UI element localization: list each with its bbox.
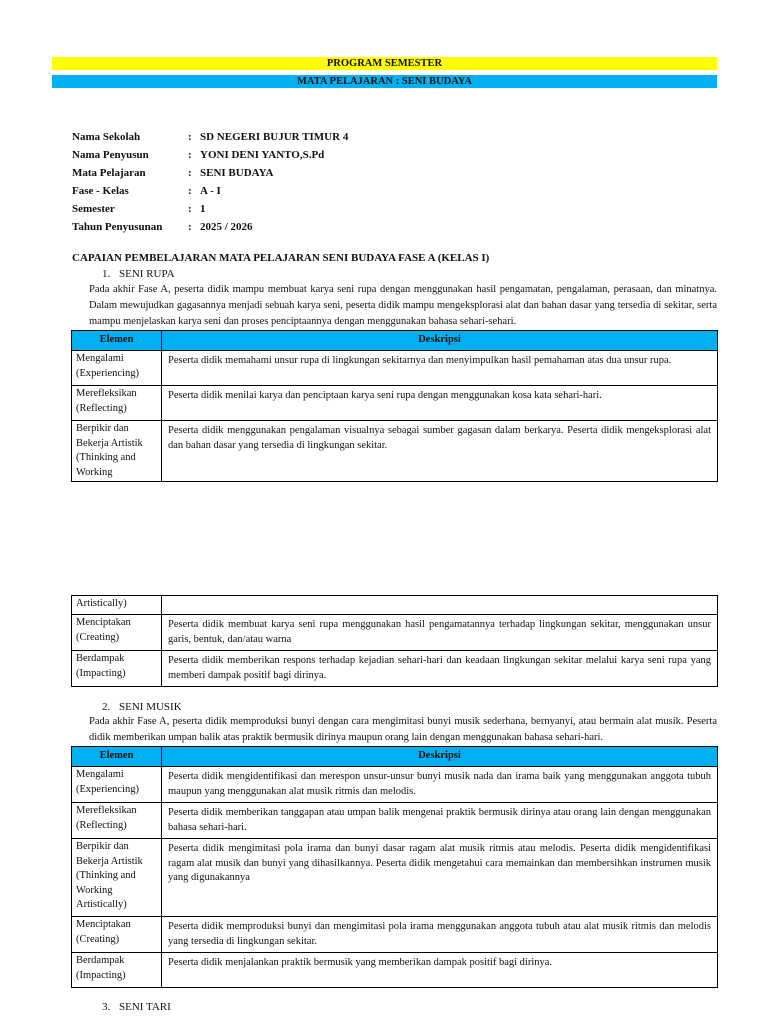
table-row xyxy=(72,386,718,421)
cell-elemen: Berdampak (Impacting) xyxy=(72,651,162,687)
info-row-school xyxy=(72,128,348,146)
cell-deskripsi: Peserta didik menilai karya dan penciptaan karya seni rupa dengan menggunakan kosa kata sehari-hari. xyxy=(162,386,718,421)
info-row-author xyxy=(72,146,348,164)
cell-deskripsi: Peserta didik memberikan tanggapan atau umpan balik mengenai praktik bermusik dirinya atau orang lain dengan menggunakan bahasa sehari-hari. xyxy=(162,803,718,839)
school-info xyxy=(72,128,348,236)
info-colon: : xyxy=(188,149,192,161)
cell-elemen: Berpikir dan Bekerja Artistik (Thinking and Working Artistically) xyxy=(72,839,162,917)
cell-elemen: Berdampak (Impacting) xyxy=(72,953,162,988)
info-value: A - I xyxy=(200,185,221,197)
document-title: PROGRAM SEMESTER xyxy=(52,57,717,70)
table-seni-rupa-part1 xyxy=(71,330,718,482)
info-value: 1 xyxy=(200,203,206,215)
info-row-subject xyxy=(72,164,348,182)
section-title-seni-musik xyxy=(102,701,182,713)
cell-deskripsi: Peserta didik menjalankan praktik bermusik yang memberikan dampak positif bagi dirinya. xyxy=(162,953,718,988)
info-label: Fase - Kelas xyxy=(72,185,129,197)
table-row xyxy=(72,803,718,839)
info-value: YONI DENI YANTO,S.Pd xyxy=(200,149,325,161)
cell-elemen: Merefleksikan (Reflecting) xyxy=(72,386,162,421)
info-label: Semester xyxy=(72,203,115,215)
header-elemen: Elemen xyxy=(72,747,162,767)
info-row-semester xyxy=(72,200,348,218)
table-seni-rupa-part2 xyxy=(71,595,718,687)
header-elemen: Elemen xyxy=(72,331,162,351)
info-value: SD NEGERI BUJUR TIMUR 4 xyxy=(200,131,349,143)
info-colon: : xyxy=(188,167,192,179)
table-row xyxy=(72,596,718,615)
table-row xyxy=(72,767,718,803)
cell-deskripsi xyxy=(162,596,718,615)
section-name: SENI RUPA xyxy=(119,268,175,280)
info-row-year xyxy=(72,218,348,236)
cell-deskripsi: Peserta didik memahami unsur rupa di lingkungan sekitarnya dan menyimpulkan hasil pemahaman atas dua unsur rupa. xyxy=(162,351,718,386)
table-row xyxy=(72,351,718,386)
section-number: 1. xyxy=(102,268,111,280)
header-deskripsi: Deskripsi xyxy=(162,747,718,767)
section-number: 2. xyxy=(102,701,111,713)
cell-elemen: Merefleksikan (Reflecting) xyxy=(72,803,162,839)
cell-deskripsi: Peserta didik mengidentifikasi dan merespon unsur-unsur bunyi musik nada dan irama baik yang menggunakan anggota tubuh maupun yang menggunakan alat musik ritmis dan melodis. xyxy=(162,767,718,803)
document-subtitle: MATA PELAJARAN : SENI BUDAYA xyxy=(52,75,717,88)
section-paragraph-seni-musik: Pada akhir Fase A, peserta didik memproduksi bunyi dengan cara mengimitasi bunyi musik sederhana, bernyanyi, atau bermain alat musik. Peserta didik memberikan umpan balik atas praktik bermusik dirinya maupun orang lain dengan menggunakan bahasa sehari-hari. xyxy=(89,716,717,743)
table-seni-musik xyxy=(71,746,718,988)
section-number: 3. xyxy=(102,1001,111,1013)
info-colon: : xyxy=(188,203,192,215)
info-label: Nama Sekolah xyxy=(72,131,141,143)
cp-heading: CAPAIAN PEMBELAJARAN MATA PELAJARAN SENI BUDAYA FASE A (KELAS I) xyxy=(72,252,490,264)
cell-elemen: Artistically) xyxy=(72,596,162,615)
header-deskripsi: Deskripsi xyxy=(162,331,718,351)
section-title-seni-rupa xyxy=(102,268,175,280)
cell-deskripsi: Peserta didik memberikan respons terhadap kejadian sehari-hari dan keadaan lingkungan sekitar melalui karya seni rupa yang memberi dampak positif bagi dirinya. xyxy=(162,651,718,687)
section-title-seni-tari xyxy=(102,1001,171,1013)
cell-elemen: Mengalami (Experiencing) xyxy=(72,767,162,803)
info-value: 2025 / 2026 xyxy=(200,221,253,233)
table-row xyxy=(72,421,718,482)
table-row xyxy=(72,651,718,687)
cell-elemen: Menciptakan (Creating) xyxy=(72,615,162,651)
cell-deskripsi: Peserta didik menggunakan pengalaman visualnya sebagai sumber gagasan dalam berkarya. Peserta didik mengeksplorasi alat dan bahan dasar yang tersedia di lingkungan sekitar. xyxy=(162,421,718,482)
info-colon: : xyxy=(188,185,192,197)
info-colon: : xyxy=(188,131,192,143)
table-header-row xyxy=(72,747,718,767)
section-paragraph-seni-rupa: Pada akhir Fase A, peserta didik mampu membuat karya seni rupa dengan menggunakan hasil pengamatan, pengalaman, perasaan, dan minatnya. Dalam mewujudkan gagasannya menjadi sebuah karya seni, peserta didik mampu mengeksplorasi alat dan bahan dasar yang tersedia di sekitar, serta mampu menjelaskan karya seni dan proses penciptaannya dengan menggunakan bahasa sehari-sehari. xyxy=(89,284,717,327)
table-row xyxy=(72,615,718,651)
table-row xyxy=(72,953,718,988)
table-header-row xyxy=(72,331,718,351)
info-label: Mata Pelajaran xyxy=(72,167,146,179)
section-name: SENI MUSIK xyxy=(119,701,182,713)
cell-elemen: Mengalami (Experiencing) xyxy=(72,351,162,386)
info-colon: : xyxy=(188,221,192,233)
info-label: Nama Penyusun xyxy=(72,149,149,161)
section-name: SENI TARI xyxy=(119,1001,171,1013)
cell-deskripsi: Peserta didik memproduksi bunyi dan mengimitasi pola irama menggunakan anggota tubuh atau alat musik ritmis dan melodis yang tersedia di lingkungan sekitar. xyxy=(162,917,718,953)
info-label: Tahun Penyusunan xyxy=(72,221,163,233)
table-row xyxy=(72,917,718,953)
cell-elemen: Menciptakan (Creating) xyxy=(72,917,162,953)
cell-deskripsi: Peserta didik membuat karya seni rupa menggunakan hasil pengamatannya terhadap lingkungan sekitar, menggunakan unsur garis, bentuk, dan/atau warna xyxy=(162,615,718,651)
info-value: SENI BUDAYA xyxy=(200,167,274,179)
table-row xyxy=(72,839,718,917)
cell-deskripsi: Peserta didik mengimitasi pola irama dan bunyi dasar ragam alat musik ritmis atau melodis. Peserta didik mengidentifikasi ragam alat musik dan bunyi yang dihasilkannya. Peserta didik mengetahui cara memainkan dan membersihkan instrumen musik yang digunakannya xyxy=(162,839,718,917)
cell-elemen: Berpikir dan Bekerja Artistik (Thinking and Working xyxy=(72,421,162,482)
info-row-phase xyxy=(72,182,348,200)
